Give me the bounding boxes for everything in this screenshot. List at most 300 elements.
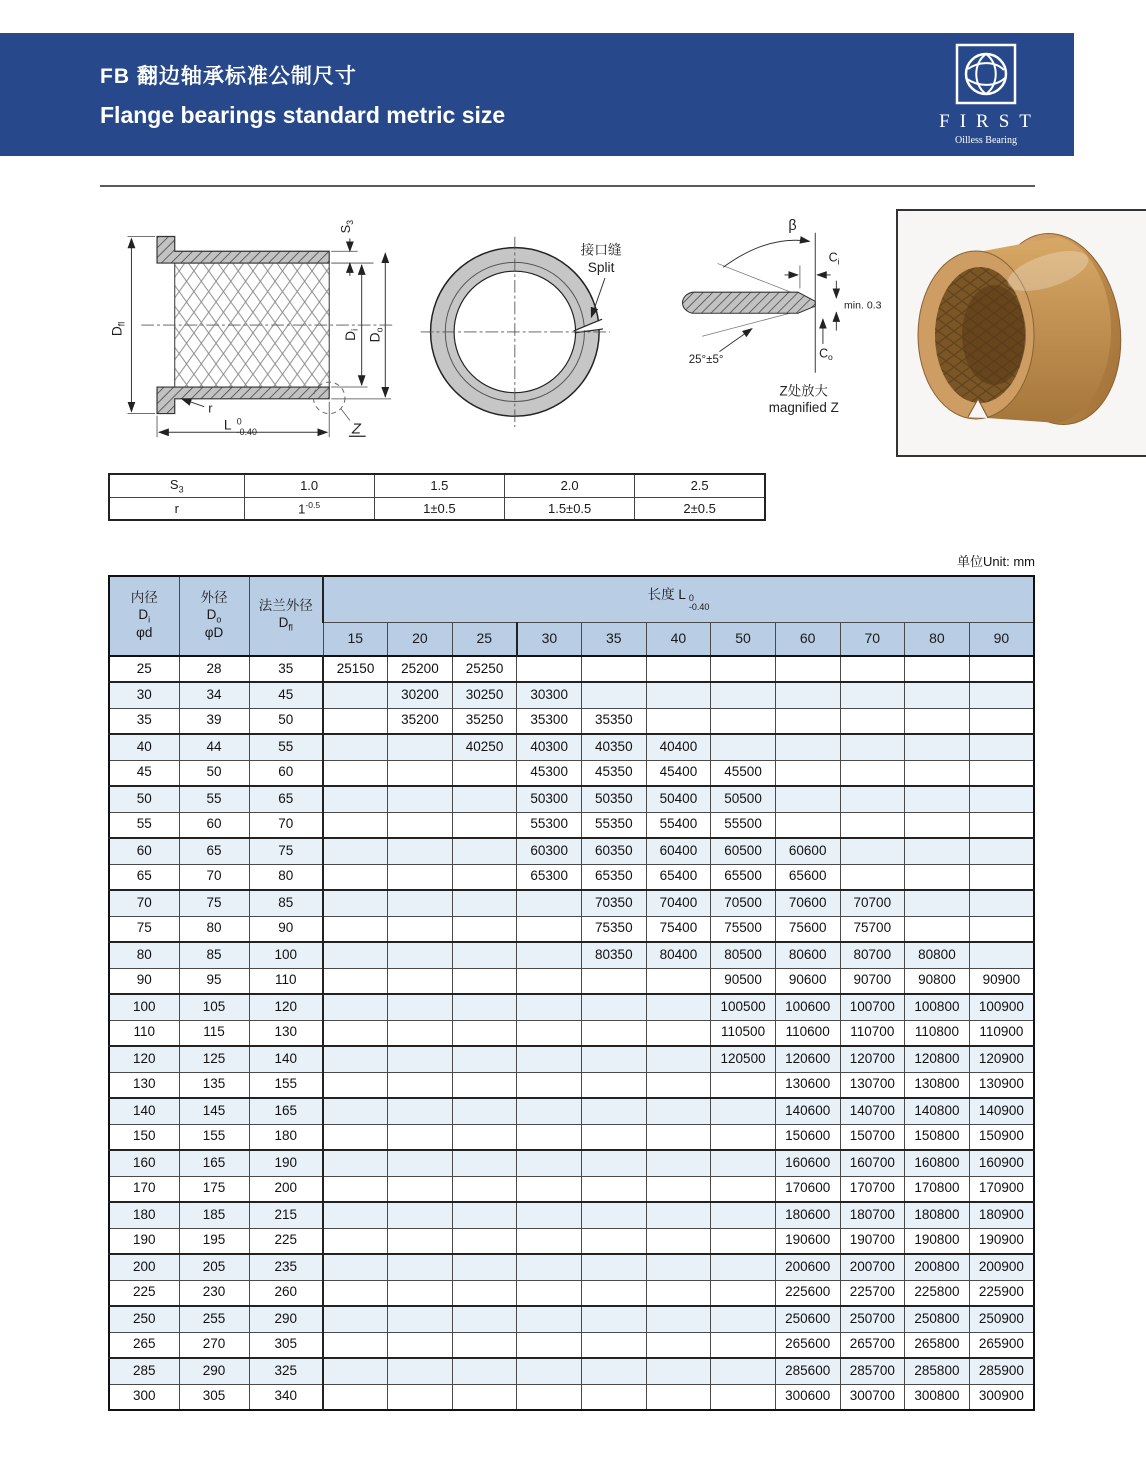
table-cell	[452, 1098, 517, 1124]
table-cell: 60	[179, 812, 249, 838]
header-rule	[100, 185, 1035, 187]
svg-text:magnified Z: magnified Z	[768, 399, 839, 415]
table-cell: 30250	[452, 682, 517, 708]
table-cell: 90	[109, 968, 179, 994]
table-cell	[969, 942, 1034, 968]
table-cell: 55	[109, 812, 179, 838]
table-cell: 80400	[646, 942, 711, 968]
s3-table-row	[109, 497, 765, 520]
table-cell	[388, 1358, 453, 1384]
table-row	[109, 760, 1034, 786]
table-cell	[711, 1306, 776, 1332]
table-cell	[582, 1254, 647, 1280]
table-cell: 190	[249, 1150, 323, 1176]
table-cell: 185	[179, 1202, 249, 1228]
table-cell: 30	[109, 682, 179, 708]
table-cell	[323, 1176, 388, 1202]
table-cell	[840, 812, 905, 838]
table-cell	[388, 864, 453, 890]
table-cell: 150700	[840, 1124, 905, 1150]
table-cell	[517, 916, 582, 942]
table-cell: 160800	[905, 1150, 970, 1176]
table-cell: 75	[109, 916, 179, 942]
table-cell: 265900	[969, 1332, 1034, 1358]
table-cell: 140800	[905, 1098, 970, 1124]
table-cell: 150800	[905, 1124, 970, 1150]
table-cell	[452, 942, 517, 968]
table-cell	[517, 656, 582, 682]
table-cell: 190900	[969, 1228, 1034, 1254]
length-column-header: 20	[388, 623, 453, 656]
table-cell: 25250	[452, 656, 517, 682]
table-cell: 190800	[905, 1228, 970, 1254]
table-cell	[775, 734, 840, 760]
table-cell: 290	[179, 1358, 249, 1384]
table-cell	[388, 1150, 453, 1176]
table-cell: 225	[109, 1280, 179, 1306]
page-title-en: Flange bearings standard metric size	[100, 102, 506, 128]
table-cell	[840, 838, 905, 864]
front-view-drawing	[409, 207, 654, 454]
table-cell: 110900	[969, 1020, 1034, 1046]
table-cell: 225700	[840, 1280, 905, 1306]
table-cell	[582, 1046, 647, 1072]
length-column-header: 70	[840, 623, 905, 656]
table-cell: 55500	[711, 812, 776, 838]
table-cell: 75	[249, 838, 323, 864]
table-cell: 160700	[840, 1150, 905, 1176]
table-cell	[388, 994, 453, 1020]
table-cell	[323, 942, 388, 968]
table-cell	[646, 1280, 711, 1306]
table-cell	[646, 1150, 711, 1176]
table-cell	[452, 812, 517, 838]
detail-z-drawing	[660, 207, 890, 437]
table-cell: 90800	[905, 968, 970, 994]
table-cell	[582, 968, 647, 994]
s3-table-cell: 2.5	[635, 474, 765, 497]
table-cell: 200	[249, 1176, 323, 1202]
table-cell: 300600	[775, 1384, 840, 1410]
table-row	[109, 916, 1034, 942]
table-cell	[775, 708, 840, 734]
table-cell: 50300	[517, 786, 582, 812]
table-cell: 60600	[775, 838, 840, 864]
table-row	[109, 994, 1034, 1020]
table-cell	[711, 1072, 776, 1098]
table-cell	[388, 1280, 453, 1306]
table-cell: 150900	[969, 1124, 1034, 1150]
table-cell: 235	[249, 1254, 323, 1280]
product-photo	[896, 209, 1146, 457]
table-cell	[323, 864, 388, 890]
table-cell: 120800	[905, 1046, 970, 1072]
table-cell	[582, 994, 647, 1020]
table-cell	[969, 734, 1034, 760]
table-cell: 205	[179, 1254, 249, 1280]
table-cell: 70500	[711, 890, 776, 916]
logo-wordmark: FIRST	[939, 111, 1041, 132]
table-cell: 75400	[646, 916, 711, 942]
table-cell: 70	[179, 864, 249, 890]
table-cell	[323, 734, 388, 760]
table-cell	[646, 968, 711, 994]
s3-table-cell: 1±0.5	[374, 497, 504, 520]
table-cell	[905, 786, 970, 812]
s3-table-cell: 1.5±0.5	[505, 497, 635, 520]
table-cell	[582, 1202, 647, 1228]
table-cell: 180	[109, 1202, 179, 1228]
table-cell: 175	[179, 1176, 249, 1202]
table-cell	[452, 1280, 517, 1306]
figures-row	[98, 207, 1066, 457]
table-cell	[646, 1020, 711, 1046]
table-cell	[969, 786, 1034, 812]
table-cell	[775, 760, 840, 786]
table-cell	[646, 1046, 711, 1072]
table-cell: 44	[179, 734, 249, 760]
table-cell: 65600	[775, 864, 840, 890]
table-cell	[517, 1306, 582, 1332]
table-cell: 35	[249, 656, 323, 682]
table-cell	[452, 1020, 517, 1046]
table-cell	[711, 682, 776, 708]
table-cell: 90600	[775, 968, 840, 994]
table-cell	[323, 994, 388, 1020]
table-cell	[452, 1072, 517, 1098]
table-cell: 325	[249, 1358, 323, 1384]
table-cell: 35250	[452, 708, 517, 734]
svg-text:-0.40: -0.40	[236, 427, 257, 438]
table-cell: 265600	[775, 1332, 840, 1358]
table-cell	[388, 734, 453, 760]
table-cell: 75600	[775, 916, 840, 942]
table-cell: 250600	[775, 1306, 840, 1332]
table-row	[109, 1202, 1034, 1228]
svg-text:Z: Z	[351, 421, 361, 438]
table-cell	[388, 1254, 453, 1280]
table-cell	[452, 1228, 517, 1254]
table-cell	[388, 1046, 453, 1072]
table-cell	[582, 1124, 647, 1150]
table-cell: 120700	[840, 1046, 905, 1072]
s3-row-label: r	[109, 497, 244, 520]
unit-label: 单位Unit: mm	[956, 554, 1035, 569]
table-cell	[582, 1176, 647, 1202]
table-cell: 45300	[517, 760, 582, 786]
table-cell	[517, 1124, 582, 1150]
table-cell	[323, 1332, 388, 1358]
table-cell	[646, 1072, 711, 1098]
table-cell	[517, 890, 582, 916]
table-cell	[905, 656, 970, 682]
svg-text:接口缝: 接口缝	[580, 242, 622, 258]
table-cell	[582, 1306, 647, 1332]
table-cell	[517, 1254, 582, 1280]
table-cell: 110	[109, 1020, 179, 1046]
table-cell	[452, 1046, 517, 1072]
table-cell	[388, 968, 453, 994]
table-cell	[582, 1228, 647, 1254]
s3-table-row	[109, 474, 765, 497]
table-cell	[452, 760, 517, 786]
table-cell	[711, 1254, 776, 1280]
table-cell: 225800	[905, 1280, 970, 1306]
table-cell: 265800	[905, 1332, 970, 1358]
table-cell: 40400	[646, 734, 711, 760]
table-cell	[323, 786, 388, 812]
table-cell: 30200	[388, 682, 453, 708]
table-cell: 90700	[840, 968, 905, 994]
table-cell: 75350	[582, 916, 647, 942]
table-cell: 85	[179, 942, 249, 968]
table-cell	[452, 864, 517, 890]
table-cell: 100800	[905, 994, 970, 1020]
table-cell: 155	[249, 1072, 323, 1098]
table-cell	[517, 1098, 582, 1124]
table-row	[109, 968, 1034, 994]
svg-text:min. 0.3: min. 0.3	[844, 299, 882, 312]
table-cell	[969, 760, 1034, 786]
table-row	[109, 1306, 1034, 1332]
table-cell	[711, 1332, 776, 1358]
table-cell	[905, 734, 970, 760]
svg-text:r: r	[208, 400, 213, 416]
table-cell: 300800	[905, 1384, 970, 1410]
table-cell	[388, 890, 453, 916]
table-cell: 180700	[840, 1202, 905, 1228]
table-cell	[582, 1384, 647, 1410]
table-cell	[388, 1228, 453, 1254]
table-cell: 160900	[969, 1150, 1034, 1176]
table-cell: 285900	[969, 1358, 1034, 1384]
table-cell: 170900	[969, 1176, 1034, 1202]
table-cell	[388, 1384, 453, 1410]
table-cell	[517, 1332, 582, 1358]
table-cell: 50	[179, 760, 249, 786]
table-cell	[840, 708, 905, 734]
table-cell: 120	[109, 1046, 179, 1072]
table-cell: 170800	[905, 1176, 970, 1202]
table-cell: 170	[109, 1176, 179, 1202]
table-cell: 55	[179, 786, 249, 812]
s3-table-cell: $1^{-0.5}$	[244, 497, 374, 520]
table-row	[109, 656, 1034, 682]
table-cell: 150600	[775, 1124, 840, 1150]
table-cell	[905, 864, 970, 890]
table-cell: 40350	[582, 734, 647, 760]
table-cell: 65	[179, 838, 249, 864]
table-cell: 70700	[840, 890, 905, 916]
table-cell: 95	[179, 968, 249, 994]
table-cell: 250800	[905, 1306, 970, 1332]
table-cell	[969, 812, 1034, 838]
table-cell: 75500	[711, 916, 776, 942]
table-row	[109, 682, 1034, 708]
table-row	[109, 1176, 1034, 1202]
table-cell: 40	[109, 734, 179, 760]
table-cell	[517, 1384, 582, 1410]
table-cell: 150	[109, 1124, 179, 1150]
length-column-header: 30	[517, 623, 582, 656]
table-cell: 45350	[582, 760, 647, 786]
table-cell	[323, 1020, 388, 1046]
s3-table-cell: 2±0.5	[635, 497, 765, 520]
table-cell: 80500	[711, 942, 776, 968]
globe-icon	[955, 43, 1017, 105]
table-cell: 300900	[969, 1384, 1034, 1410]
svg-text:β: β	[788, 217, 797, 234]
table-cell: 160600	[775, 1150, 840, 1176]
table-cell	[711, 1384, 776, 1410]
table-cell	[969, 890, 1034, 916]
table-cell	[582, 1358, 647, 1384]
table-cell	[840, 682, 905, 708]
table-cell	[388, 786, 453, 812]
table-cell: 170600	[775, 1176, 840, 1202]
table-cell	[969, 708, 1034, 734]
table-cell: 225900	[969, 1280, 1034, 1306]
table-cell: 250900	[969, 1306, 1034, 1332]
table-cell: 80800	[905, 942, 970, 968]
table-cell	[582, 1098, 647, 1124]
table-cell	[711, 1358, 776, 1384]
table-cell	[517, 1358, 582, 1384]
table-cell	[323, 1358, 388, 1384]
table-cell: 70600	[775, 890, 840, 916]
table-cell	[775, 682, 840, 708]
table-cell	[582, 1072, 647, 1098]
table-cell: 165	[179, 1150, 249, 1176]
table-cell	[840, 656, 905, 682]
table-cell	[775, 656, 840, 682]
svg-text:25°±5°: 25°±5°	[688, 354, 724, 367]
table-cell: 80	[109, 942, 179, 968]
table-cell: 255	[179, 1306, 249, 1332]
table-cell: 55400	[646, 812, 711, 838]
table-cell: 135	[179, 1072, 249, 1098]
table-row	[109, 1280, 1034, 1306]
table-cell	[905, 890, 970, 916]
table-cell	[452, 890, 517, 916]
table-cell	[646, 656, 711, 682]
table-cell	[905, 708, 970, 734]
table-cell: 180900	[969, 1202, 1034, 1228]
table-cell: 190700	[840, 1228, 905, 1254]
length-column-header: 80	[905, 623, 970, 656]
length-column-header: 50	[711, 623, 776, 656]
table-cell	[517, 1046, 582, 1072]
table-cell	[840, 786, 905, 812]
col-header-outer-diameter: 外径 $D_o$ φD	[179, 576, 249, 656]
table-cell	[452, 838, 517, 864]
table-cell	[517, 1020, 582, 1046]
table-cell: 300	[109, 1384, 179, 1410]
table-cell: 140700	[840, 1098, 905, 1124]
company-logo	[926, 43, 1046, 146]
table-cell: 250	[109, 1306, 179, 1332]
table-cell	[646, 1098, 711, 1124]
table-cell: 50	[109, 786, 179, 812]
table-cell: 45	[249, 682, 323, 708]
table-cell: 140900	[969, 1098, 1034, 1124]
table-cell	[388, 838, 453, 864]
table-cell: 305	[179, 1384, 249, 1410]
table-cell	[452, 1176, 517, 1202]
table-cell: 80600	[775, 942, 840, 968]
table-cell: 65400	[646, 864, 711, 890]
table-cell	[388, 1176, 453, 1202]
table-cell	[711, 1098, 776, 1124]
table-cell	[517, 1150, 582, 1176]
table-cell: 225	[249, 1228, 323, 1254]
table-cell: 100	[109, 994, 179, 1020]
table-cell: 125	[179, 1046, 249, 1072]
table-cell: 50	[249, 708, 323, 734]
table-cell	[517, 994, 582, 1020]
length-column-header: 15	[323, 623, 388, 656]
table-cell: 260	[249, 1280, 323, 1306]
table-cell: 70350	[582, 890, 647, 916]
table-cell	[711, 656, 776, 682]
table-cell: 285600	[775, 1358, 840, 1384]
table-cell: 155	[179, 1124, 249, 1150]
table-cell: 25	[109, 656, 179, 682]
table-cell	[905, 760, 970, 786]
table-cell: 305	[249, 1332, 323, 1358]
table-cell: 140600	[775, 1098, 840, 1124]
table-cell: 80700	[840, 942, 905, 968]
table-cell	[388, 812, 453, 838]
table-cell	[388, 1020, 453, 1046]
table-cell: 35300	[517, 708, 582, 734]
table-cell: 80	[249, 864, 323, 890]
table-cell: 140	[109, 1098, 179, 1124]
col-header-flange-diameter: 法兰外径 $D_{fl}$	[249, 576, 323, 656]
svg-text:Di: $D_i$	[342, 328, 360, 341]
table-cell: 90900	[969, 968, 1034, 994]
table-cell	[582, 1020, 647, 1046]
table-cell	[452, 1384, 517, 1410]
table-row	[109, 734, 1034, 760]
table-cell	[711, 708, 776, 734]
table-cell	[323, 1384, 388, 1410]
table-cell	[452, 1358, 517, 1384]
table-cell: 80350	[582, 942, 647, 968]
svg-text:S3: $S_3$	[337, 219, 355, 234]
table-cell	[517, 968, 582, 994]
table-cell: 110700	[840, 1020, 905, 1046]
table-cell	[905, 682, 970, 708]
table-cell: 110800	[905, 1020, 970, 1046]
svg-text:Z处放大: Z处放大	[779, 383, 828, 399]
table-cell	[323, 1306, 388, 1332]
table-cell: 230	[179, 1280, 249, 1306]
table-cell: 65	[109, 864, 179, 890]
table-cell: 130900	[969, 1072, 1034, 1098]
dimensions-table	[108, 575, 1035, 1411]
table-cell	[323, 760, 388, 786]
table-cell	[323, 838, 388, 864]
table-cell: 60	[249, 760, 323, 786]
table-cell	[452, 786, 517, 812]
table-cell: 225600	[775, 1280, 840, 1306]
table-cell: 55300	[517, 812, 582, 838]
table-cell	[517, 1228, 582, 1254]
svg-text:L: L	[223, 417, 232, 433]
s3-table-cell: 2.0	[505, 474, 635, 497]
table-cell: 200800	[905, 1254, 970, 1280]
